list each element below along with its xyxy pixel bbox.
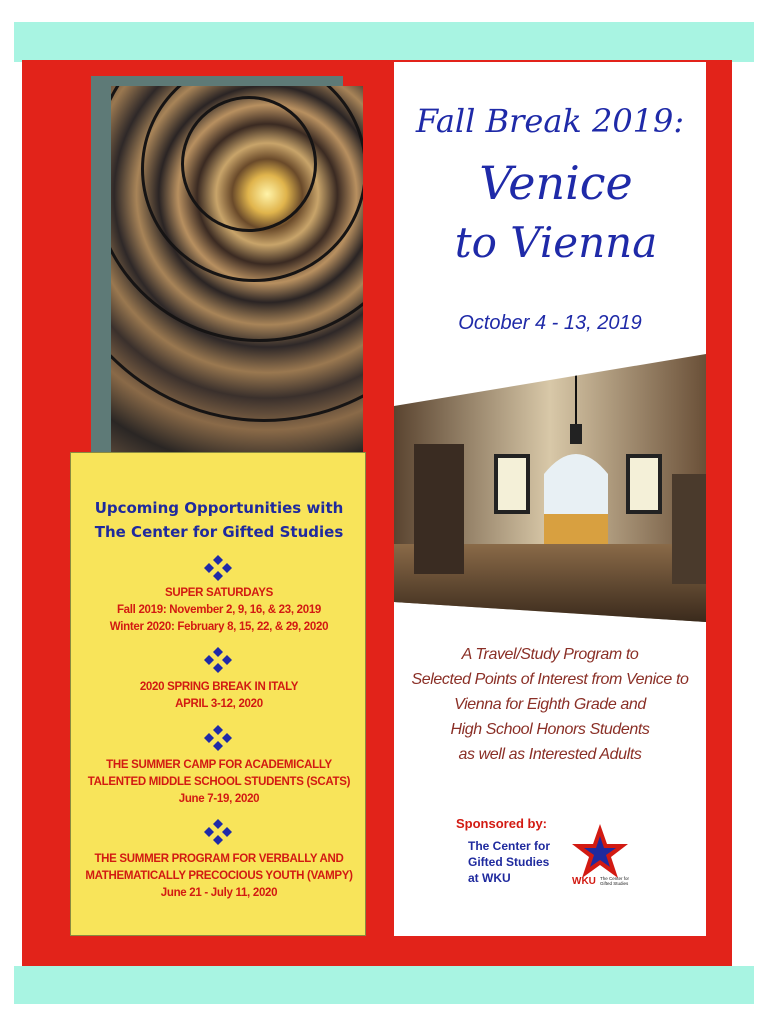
opportunities-title-line2: The Center for Gifted Studies — [94, 523, 344, 541]
poster-title-line1: Fall Break 2019: — [415, 102, 685, 140]
bottom-band — [14, 966, 754, 1004]
svg-text:Gifted Studies: Gifted Studies — [600, 881, 629, 886]
sponsor-name: The Center for Gifted Studies at WKU — [468, 839, 551, 885]
palace-hall-photo — [394, 354, 706, 622]
wku-star-logo-icon — [570, 822, 642, 892]
opportunity-item-super-saturdays: SUPER SATURDAYS Fall 2019: November 2, 9, 16, & 23, 2019 Winter 2020: February 8, 15, 22, & 29, 2020 — [109, 587, 329, 633]
program-description: A Travel/Study Program to Selected Points of Interest from Venice to Vienna for Eighth Grade and High School Honors Students as well as Interested Adults — [411, 646, 689, 763]
diamond-cluster-icon — [204, 647, 232, 673]
top-band — [14, 22, 754, 62]
poster-title-line3: to Vienna — [454, 218, 658, 267]
opportunity-item-scats: THE SUMMER CAMP FOR ACADEMICALLY TALENTED MIDDLE SCHOOL STUDENTS (SCATS) June 7-19, 2020 — [87, 759, 351, 805]
opportunities-title-line1: Upcoming Opportunities with — [94, 499, 344, 517]
diamond-cluster-icon — [204, 819, 232, 845]
trip-dates: October 4 - 13, 2019 — [458, 312, 642, 334]
svg-text:The Center for: The Center for — [600, 876, 630, 881]
svg-text:WKU: WKU — [572, 876, 596, 887]
spiral-staircase-photo — [111, 86, 363, 472]
opportunity-item-vampy: THE SUMMER PROGRAM FOR VERBALLY AND MATHEMATICALLY PRECOCIOUS YOUTH (VAMPY) June 21 - July 11, 2020 — [85, 853, 353, 899]
diamond-cluster-icon — [204, 725, 232, 751]
opportunity-item-spring-break: 2020 SPRING BREAK IN ITALY APRIL 3-12, 2020 — [139, 681, 299, 710]
opportunities-box — [70, 452, 366, 936]
sponsored-label: Sponsored by: — [456, 816, 548, 831]
diamond-cluster-icon — [204, 555, 232, 581]
poster-title-line2: Venice — [479, 156, 633, 210]
